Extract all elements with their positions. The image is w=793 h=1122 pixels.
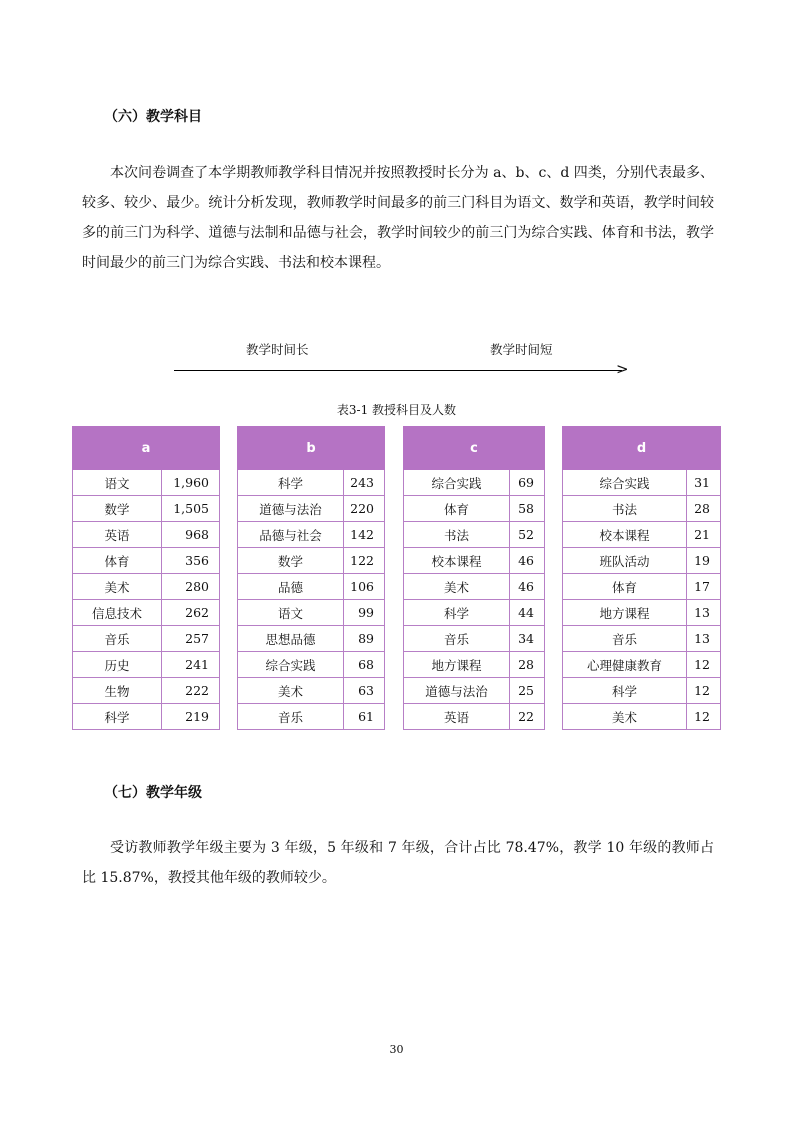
subject-cell: 音乐 bbox=[73, 626, 162, 652]
count-cell: 31 bbox=[687, 470, 721, 496]
subject-cell: 思想品德 bbox=[238, 626, 344, 652]
count-cell: 63 bbox=[344, 678, 385, 704]
table-row bbox=[404, 704, 545, 730]
count-cell: 21 bbox=[687, 522, 721, 548]
count-cell: 262 bbox=[162, 600, 220, 626]
arrow-label-short: 教学时间短 bbox=[490, 342, 553, 357]
subject-cell: 道德与法治 bbox=[404, 678, 510, 704]
table-row bbox=[73, 496, 220, 522]
count-cell: 46 bbox=[510, 548, 545, 574]
table-row bbox=[563, 522, 721, 548]
table-row bbox=[238, 652, 385, 678]
subject-cell: 综合实践 bbox=[404, 470, 510, 496]
subject-cell: 英语 bbox=[404, 704, 510, 730]
table-row bbox=[563, 678, 721, 704]
subject-cell: 班队活动 bbox=[563, 548, 687, 574]
count-cell: 19 bbox=[687, 548, 721, 574]
subject-cell: 美术 bbox=[73, 574, 162, 600]
section-heading-subjects: （六）教学科目 bbox=[104, 109, 202, 125]
subject-cell: 语文 bbox=[238, 600, 344, 626]
table-row bbox=[238, 574, 385, 600]
group-header: d bbox=[563, 427, 721, 470]
count-cell: 241 bbox=[162, 652, 220, 678]
count-cell: 142 bbox=[344, 522, 385, 548]
subject-cell: 语文 bbox=[73, 470, 162, 496]
table-row bbox=[73, 600, 220, 626]
count-cell: 1,505 bbox=[162, 496, 220, 522]
count-cell: 243 bbox=[344, 470, 385, 496]
group-header: a bbox=[73, 427, 220, 470]
page-number: 30 bbox=[389, 1043, 404, 1056]
subject-cell: 美术 bbox=[563, 704, 687, 730]
table-row bbox=[73, 548, 220, 574]
count-cell: 58 bbox=[510, 496, 545, 522]
table-row bbox=[563, 626, 721, 652]
table-group-d bbox=[562, 426, 721, 730]
subject-cell: 信息技术 bbox=[73, 600, 162, 626]
table-row bbox=[563, 574, 721, 600]
table-row bbox=[563, 704, 721, 730]
table-row bbox=[238, 548, 385, 574]
count-cell: 12 bbox=[687, 678, 721, 704]
count-cell: 25 bbox=[510, 678, 545, 704]
count-cell: 1,960 bbox=[162, 470, 220, 496]
arrow-label-long: 教学时间长 bbox=[246, 342, 309, 357]
subject-cell: 心理健康教育 bbox=[563, 652, 687, 678]
table-row bbox=[563, 496, 721, 522]
subject-cell: 体育 bbox=[404, 496, 510, 522]
table-row bbox=[404, 574, 545, 600]
table-row bbox=[238, 704, 385, 730]
count-cell: 219 bbox=[162, 704, 220, 730]
subject-cell: 综合实践 bbox=[238, 652, 344, 678]
count-cell: 106 bbox=[344, 574, 385, 600]
subject-cell: 综合实践 bbox=[563, 470, 687, 496]
table-row bbox=[73, 574, 220, 600]
table-row bbox=[73, 704, 220, 730]
table-row bbox=[73, 652, 220, 678]
count-cell: 89 bbox=[344, 626, 385, 652]
table-row bbox=[238, 678, 385, 704]
table-group-c bbox=[403, 426, 545, 730]
table-group-b bbox=[237, 426, 385, 730]
section-heading-grades: （七）教学年级 bbox=[104, 785, 202, 801]
table-row bbox=[563, 600, 721, 626]
subject-cell: 书法 bbox=[404, 522, 510, 548]
count-cell: 68 bbox=[344, 652, 385, 678]
count-cell: 220 bbox=[344, 496, 385, 522]
group-header: b bbox=[238, 427, 385, 470]
table-row bbox=[404, 496, 545, 522]
subject-cell: 数学 bbox=[238, 548, 344, 574]
count-cell: 28 bbox=[510, 652, 545, 678]
subject-cell: 道德与法治 bbox=[238, 496, 344, 522]
count-cell: 12 bbox=[687, 704, 721, 730]
table-row bbox=[563, 548, 721, 574]
subject-cell: 历史 bbox=[73, 652, 162, 678]
subject-cell: 美术 bbox=[238, 678, 344, 704]
subject-cell: 地方课程 bbox=[404, 652, 510, 678]
count-cell: 257 bbox=[162, 626, 220, 652]
table-row bbox=[73, 470, 220, 496]
count-cell: 44 bbox=[510, 600, 545, 626]
count-cell: 13 bbox=[687, 600, 721, 626]
subject-cell: 科学 bbox=[73, 704, 162, 730]
table-row bbox=[404, 678, 545, 704]
subject-cell: 校本课程 bbox=[404, 548, 510, 574]
arrow-head-icon: > bbox=[616, 360, 629, 378]
subject-cell: 科学 bbox=[238, 470, 344, 496]
subject-cell: 音乐 bbox=[238, 704, 344, 730]
subject-cell: 科学 bbox=[563, 678, 687, 704]
table-row bbox=[404, 548, 545, 574]
table-row bbox=[238, 522, 385, 548]
count-cell: 12 bbox=[687, 652, 721, 678]
subject-cell: 音乐 bbox=[404, 626, 510, 652]
subject-cell: 地方课程 bbox=[563, 600, 687, 626]
time-arrow-line bbox=[174, 370, 622, 371]
subjects-paragraph: 本次问卷调查了本学期教师教学科目情况并按照教授时长分为 a、b、c、d 四类，分别代表最多、较多、较少、最少。统计分析发现，教师教学时间最多的前三门科目为语文、数学和英语，教学时间较多的前三门为科学、道德与法制和品德与社会，教学时间较少的前三门为综合实践、体育和书法，教学时间最少的前三门为综合实践、书法和校本课程。 bbox=[82, 165, 714, 271]
table-row bbox=[238, 496, 385, 522]
count-cell: 69 bbox=[510, 470, 545, 496]
count-cell: 46 bbox=[510, 574, 545, 600]
count-cell: 968 bbox=[162, 522, 220, 548]
subject-cell: 书法 bbox=[563, 496, 687, 522]
grades-paragraph: 受访教师教学年级主要为 3 年级，5 年级和 7 年级，合计占比 78.47%，教学 10 年级的教师占比 15.87%，教授其他年级的教师较少。 bbox=[82, 840, 714, 886]
table-row bbox=[238, 626, 385, 652]
count-cell: 52 bbox=[510, 522, 545, 548]
count-cell: 280 bbox=[162, 574, 220, 600]
table-caption: 表3-1 教授科目及人数 bbox=[336, 403, 457, 417]
subject-cell: 品德 bbox=[238, 574, 344, 600]
subject-cell: 体育 bbox=[73, 548, 162, 574]
table-row bbox=[404, 652, 545, 678]
table-row bbox=[404, 522, 545, 548]
subject-cell: 美术 bbox=[404, 574, 510, 600]
count-cell: 61 bbox=[344, 704, 385, 730]
subject-cell: 英语 bbox=[73, 522, 162, 548]
table-row bbox=[73, 626, 220, 652]
subject-cell: 科学 bbox=[404, 600, 510, 626]
table-row bbox=[404, 600, 545, 626]
count-cell: 17 bbox=[687, 574, 721, 600]
count-cell: 34 bbox=[510, 626, 545, 652]
subject-cell: 音乐 bbox=[563, 626, 687, 652]
count-cell: 99 bbox=[344, 600, 385, 626]
table-row bbox=[563, 652, 721, 678]
group-header: c bbox=[404, 427, 545, 470]
table-row bbox=[563, 470, 721, 496]
table-group-a bbox=[72, 426, 220, 730]
table-row bbox=[73, 522, 220, 548]
table-row bbox=[404, 470, 545, 496]
subject-cell: 校本课程 bbox=[563, 522, 687, 548]
table-row bbox=[238, 600, 385, 626]
count-cell: 356 bbox=[162, 548, 220, 574]
count-cell: 122 bbox=[344, 548, 385, 574]
table-row bbox=[404, 626, 545, 652]
table-row bbox=[73, 678, 220, 704]
subject-cell: 品德与社会 bbox=[238, 522, 344, 548]
count-cell: 28 bbox=[687, 496, 721, 522]
count-cell: 22 bbox=[510, 704, 545, 730]
count-cell: 13 bbox=[687, 626, 721, 652]
table-row bbox=[238, 470, 385, 496]
count-cell: 222 bbox=[162, 678, 220, 704]
subject-cell: 体育 bbox=[563, 574, 687, 600]
subject-cell: 生物 bbox=[73, 678, 162, 704]
subject-cell: 数学 bbox=[73, 496, 162, 522]
